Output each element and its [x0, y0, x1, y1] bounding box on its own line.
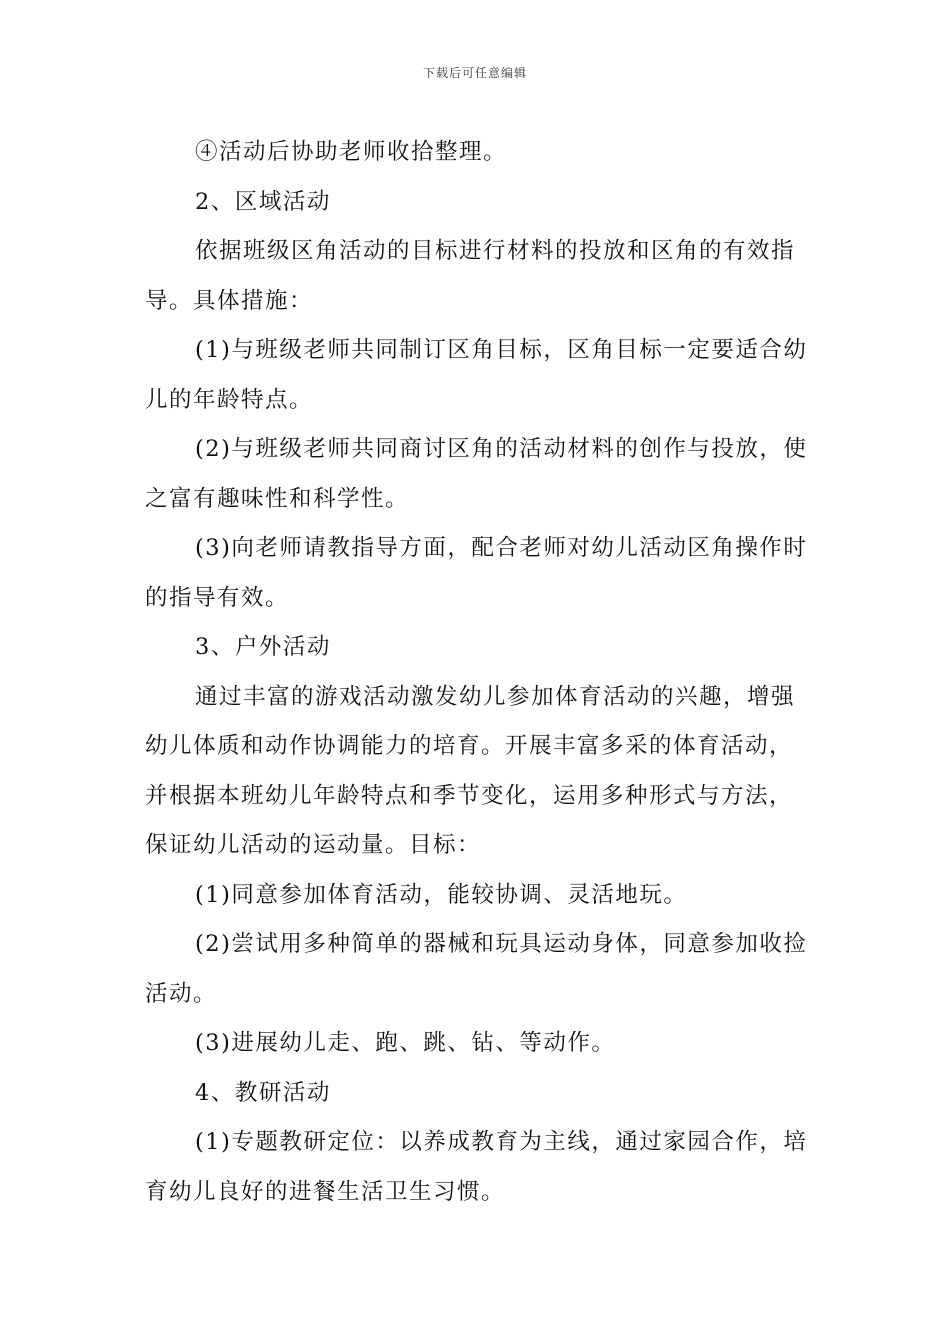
paragraph-outdoor-intro: 通过丰富的游戏活动激发幼儿参加体育活动的兴趣，增强幼儿体质和动作协调能力的培育。开展丰富多采的体育活动，并根据本班幼儿年龄特点和季节变化，运用多种形式与方法，保证幼儿活动的运动量。目标： [145, 683, 796, 858]
paragraph-outdoor-goal-3: (3)进展幼儿走、跑、跳、钻、等动作。 [195, 1030, 616, 1056]
paragraph-area-measure-2: (2)与班级老师共同商讨区角的活动材料的创作与投放，使之富有趣味性和科学性。 [145, 436, 808, 512]
paragraph-research-1: (1)专题教研定位：以养成教育为主线，通过家园合作，培育幼儿良好的进餐生活卫生习惯。 [145, 1129, 808, 1205]
heading-research-activities: 4、教研活动 [195, 1079, 331, 1106]
paragraph-area-measure-3: (3)向老师请教指导方面，配合老师对幼儿活动区角操作时的指导有效。 [145, 535, 808, 611]
page-header: 下载后可任意编辑 [422, 66, 527, 80]
paragraph-outdoor-goal-1: (1)同意参加体育活动，能较协调、灵活地玩。 [195, 881, 688, 908]
paragraph-outdoor-goal-2: (2)尝试用多种简单的器械和玩具运动身体，同意参加收捡活动。 [145, 931, 808, 1007]
heading-area-activities: 2、区域活动 [195, 188, 331, 215]
heading-outdoor-activities: 3、户外活动 [195, 634, 331, 660]
paragraph-cleanup: ④活动后协助老师收拾整理。 [195, 139, 508, 165]
paragraph-area-intro: 依据班级区角活动的目标进行材料的投放和区角的有效指导。具体措施： [145, 238, 796, 314]
document-body [145, 128, 815, 1217]
paragraph-area-measure-1: (1)与班级老师共同制订区角目标，区角目标一定要适合幼儿的年龄特点。 [145, 337, 808, 413]
